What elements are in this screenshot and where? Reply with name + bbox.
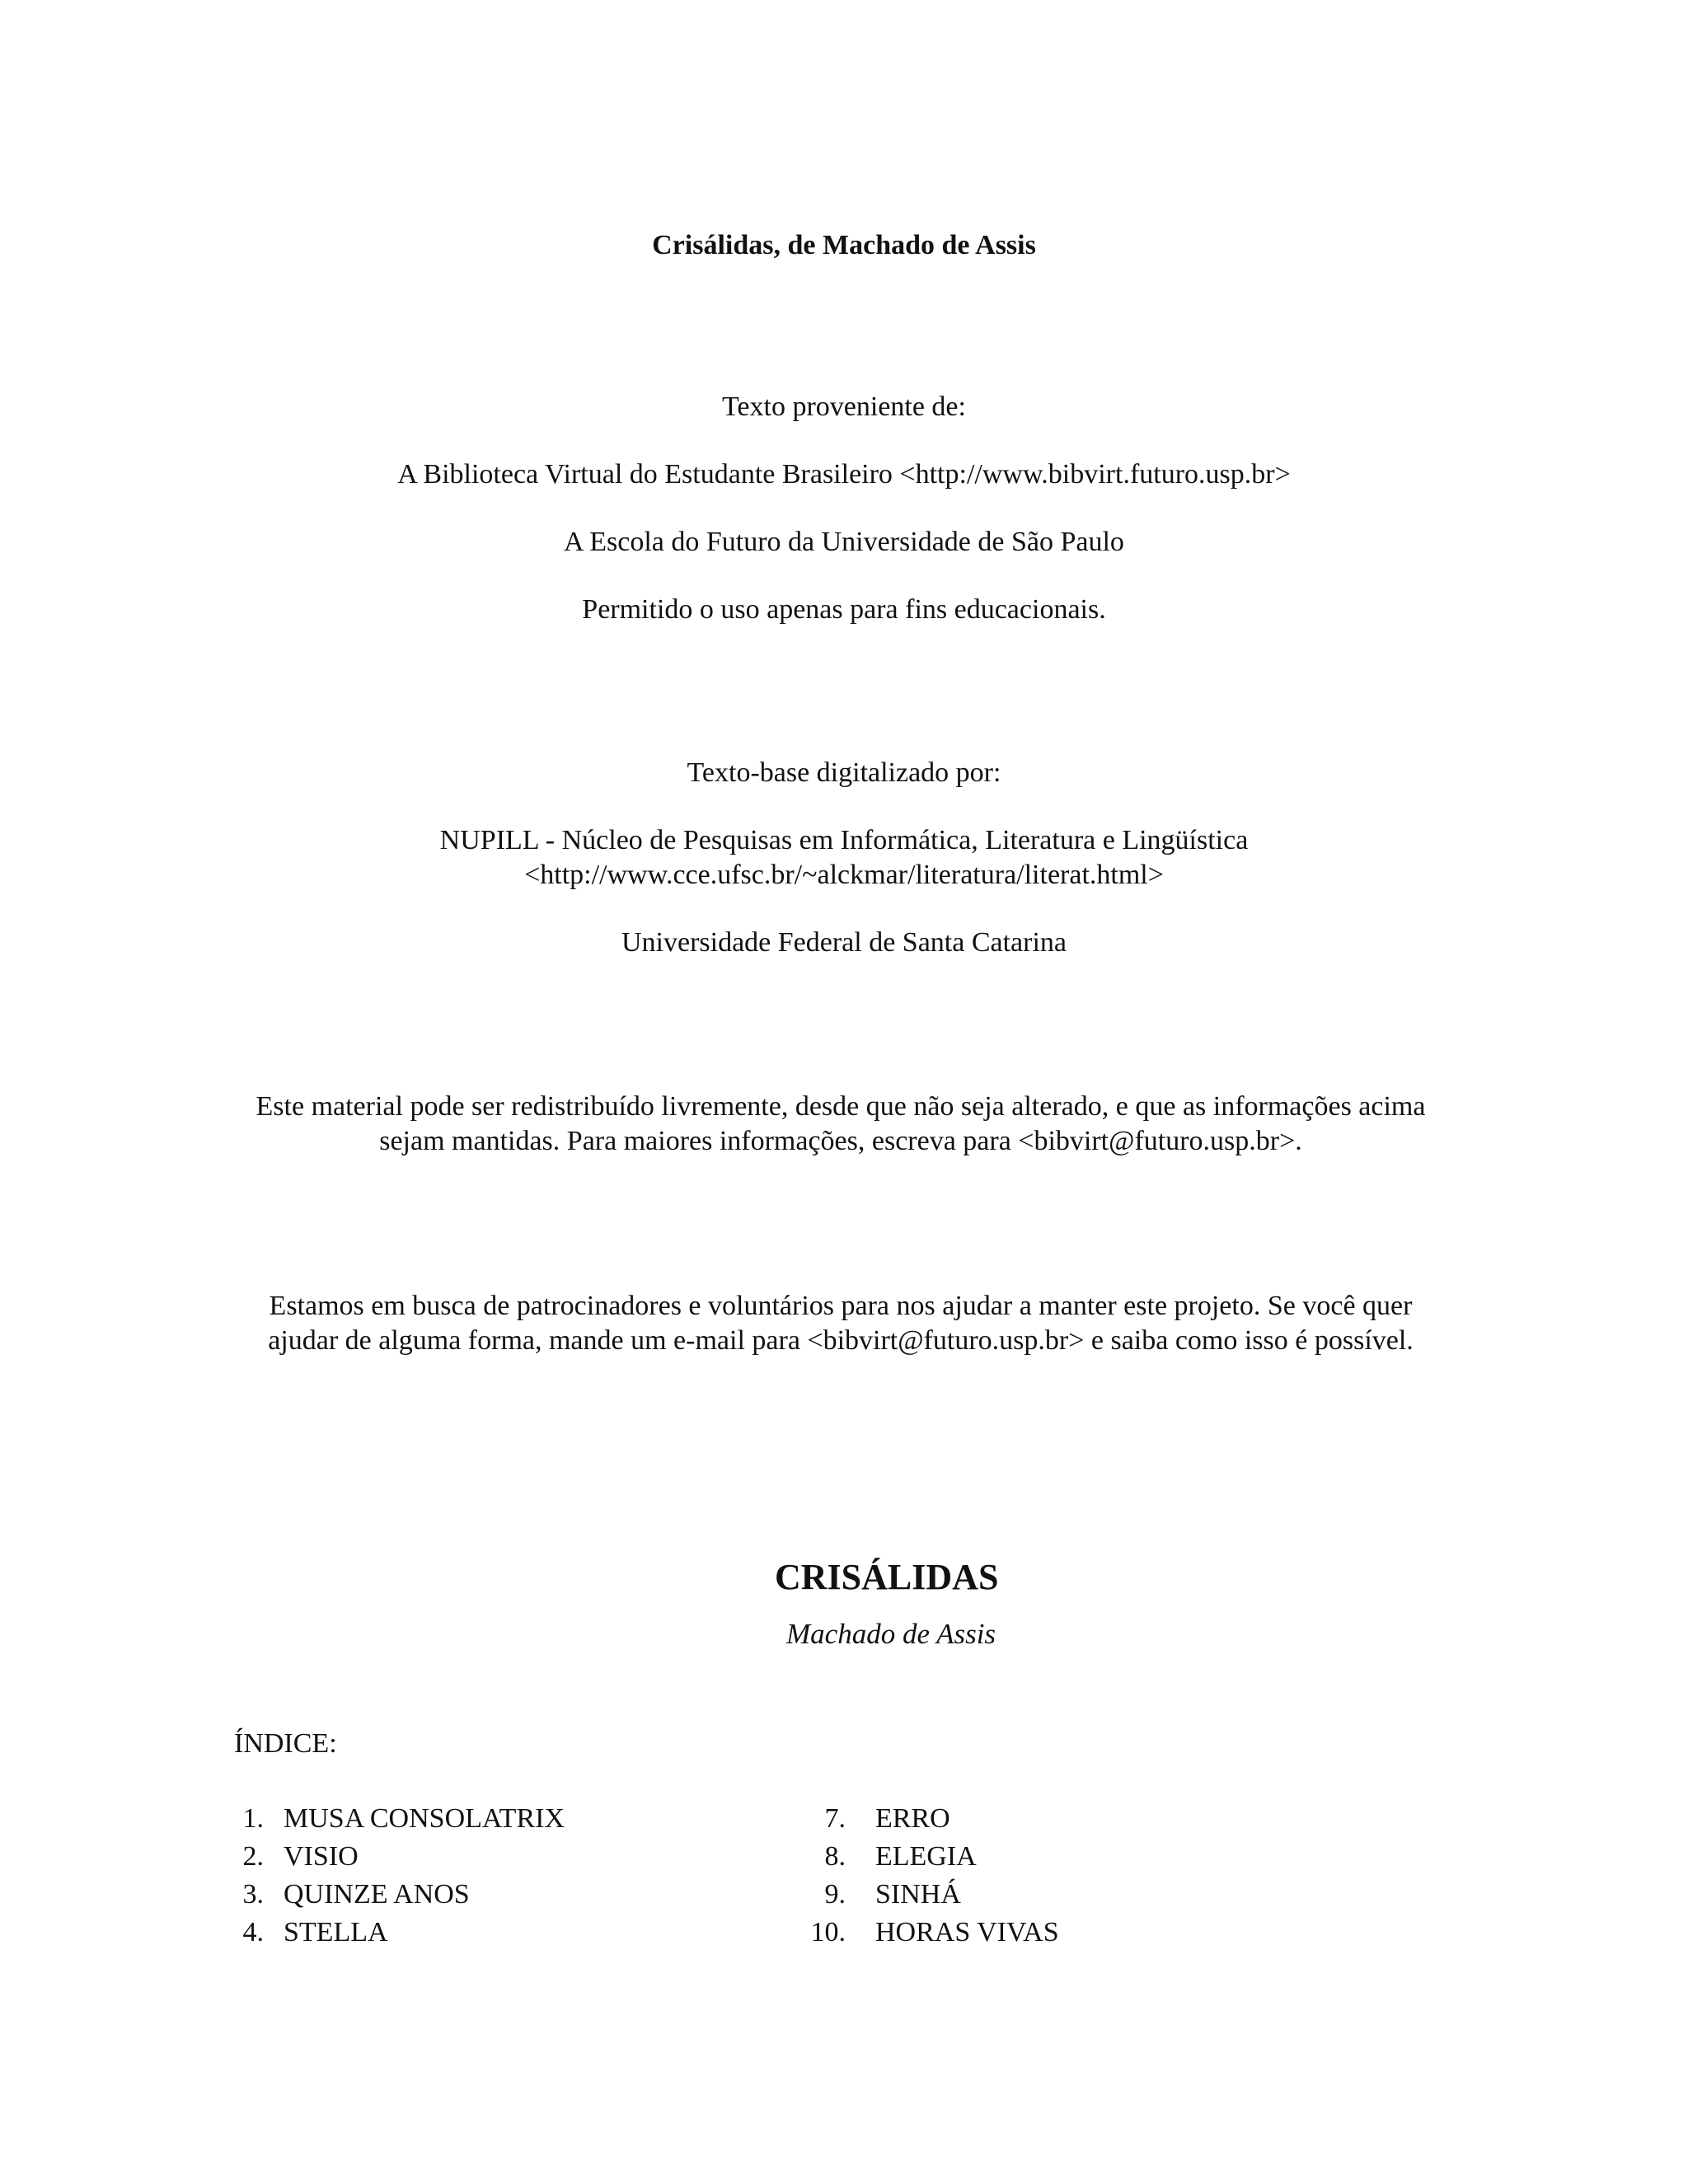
source-intro: Texto proveniente de: — [722, 391, 966, 422]
index-label: ÍNDICE: — [234, 1728, 337, 1759]
index-item-number: 1. — [242, 1803, 264, 1834]
index-item — [234, 1914, 729, 1952]
index-item-title: ELEGIA — [875, 1841, 977, 1872]
digitized-org-name: NUPILL - Núcleo de Pesquisas em Informática, Literatura e Lingüística — [439, 825, 1249, 855]
source-permission: Permitido o uso apenas para fins educacionais. — [582, 594, 1106, 625]
index-item — [234, 1838, 729, 1876]
index-item — [816, 1838, 1311, 1876]
redistribution-notice: Este material pode ser redistribuído livremente, desde que não seja alterado, e que as informações acima sejam mantidas. Para maiores informações, escreva para <bibvirt@futuro.usp.br>. — [256, 1091, 1426, 1156]
index-item-number: 8. — [824, 1841, 846, 1872]
index-item — [816, 1876, 1311, 1914]
index-item-title: HORAS VIVAS — [875, 1917, 1059, 1947]
index-item-title: SINHÁ — [875, 1879, 961, 1910]
sponsors-notice: Estamos em busca de patrocinadores e voluntários para nos ajudar a manter este projeto. Se você quer ajudar de alguma forma, mande um e-mail para <bibvirt@futuro.usp.br> e saiba como isso é possível. — [268, 1291, 1414, 1356]
index-item-number: 4. — [242, 1917, 264, 1947]
index-item — [816, 1800, 1311, 1838]
index-item — [234, 1800, 729, 1838]
index-list-right — [810, 1800, 1311, 1952]
source-library: A Biblioteca Virtual do Estudante Brasileiro <http://www.bibvirt.futuro.usp.br> — [397, 459, 1291, 490]
index-item-title: ERRO — [875, 1803, 950, 1834]
index-list-left — [234, 1800, 729, 1952]
index-item-number: 7. — [824, 1803, 846, 1834]
index-item-number: 2. — [242, 1841, 264, 1872]
index-item — [810, 1914, 1311, 1952]
index-item-title: QUINZE ANOS — [284, 1879, 470, 1910]
digitized-intro: Texto-base digitalizado por: — [687, 757, 1001, 788]
index-item-title: VISIO — [284, 1841, 359, 1872]
index-item — [234, 1876, 729, 1914]
digitized-org-url: <http://www.cce.ufsc.br/~alckmar/literatura/literat.html> — [524, 860, 1164, 890]
digitized-university: Universidade Federal de Santa Catarina — [621, 927, 1067, 958]
source-school: A Escola do Futuro da Universidade de São Paulo — [564, 527, 1124, 557]
index-item-number: 9. — [824, 1879, 846, 1910]
book-title: CRISÁLIDAS — [775, 1557, 999, 1597]
index-item-title: MUSA CONSOLATRIX — [284, 1803, 565, 1834]
book-author: Machado de Assis — [786, 1618, 996, 1650]
index-item-title: STELLA — [284, 1917, 388, 1947]
document-title: Crisálidas, de Machado de Assis — [652, 230, 1036, 260]
index-item-number: 3. — [242, 1879, 264, 1910]
index-item-number: 10. — [810, 1917, 846, 1947]
